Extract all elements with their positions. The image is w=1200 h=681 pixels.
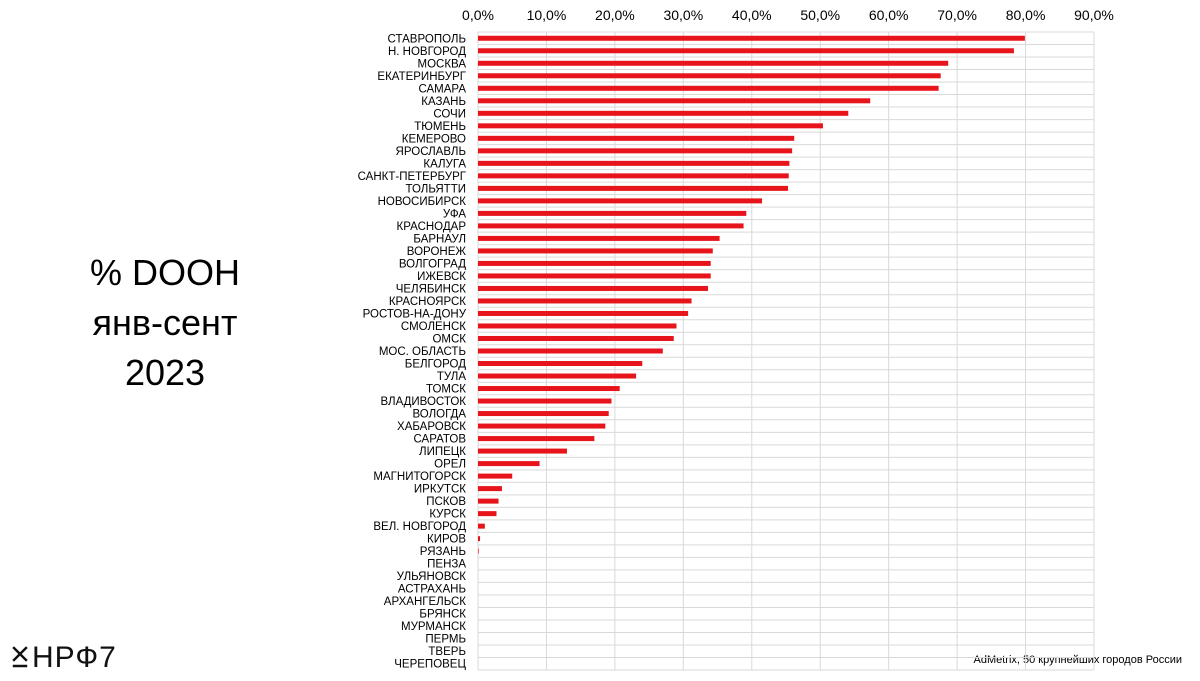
category-label: МОСКВА (417, 58, 466, 71)
tick-label-layer (462, 7, 1114, 23)
side-title-line2: янв-сент (92, 302, 238, 343)
side-title-line1: % DOOH (89, 252, 240, 293)
category-label: ЧЕЛЯБИНСК (395, 283, 466, 296)
bar (478, 323, 676, 328)
bar (478, 336, 674, 341)
category-label: ВЛАДИВОСТОК (380, 396, 466, 409)
x-tick-label: 50,0% (800, 7, 841, 23)
bar (478, 349, 663, 354)
bar (478, 86, 939, 91)
bar (478, 211, 746, 216)
category-label: ОРЕЛ (434, 458, 466, 471)
x-tick-label: 60,0% (868, 7, 909, 23)
bar (478, 549, 479, 554)
bar (478, 273, 711, 278)
category-label: БАРНАУЛ (413, 233, 466, 246)
bar (478, 286, 708, 291)
x-tick-label: 30,0% (663, 7, 704, 23)
category-label: КРАСНОДАР (396, 220, 466, 233)
bar (478, 461, 540, 466)
category-label: БРЯНСК (419, 608, 466, 621)
category-label: УЛЬЯНОВСК (396, 571, 466, 584)
category-label: ЯРОСЛАВЛЬ (395, 145, 466, 158)
category-label: ЧЕРЕПОВЕЦ (394, 658, 466, 671)
category-label: ВОРОНЕЖ (406, 245, 466, 258)
category-label: УФА (442, 208, 466, 221)
category-label: МАГНИТОГОРСК (373, 471, 466, 484)
category-label: НОВОСИБИРСК (377, 195, 466, 208)
bar (478, 111, 848, 116)
category-label: Н. НОВГОРОД (387, 45, 466, 58)
category-label: ПЕРМЬ (425, 633, 466, 646)
category-label: КАЛУГА (423, 158, 466, 171)
bar (478, 524, 485, 529)
bar (478, 248, 713, 253)
bar (478, 186, 788, 191)
category-label: ТУЛА (436, 371, 466, 384)
bar (478, 161, 789, 166)
x-tick-label: 90,0% (1074, 7, 1114, 23)
category-label: САМАРА (418, 83, 466, 96)
category-label: ВОЛГОГРАД (398, 258, 466, 271)
category-label: КИРОВ (427, 533, 466, 546)
bar (478, 173, 789, 178)
category-label: ПЕНЗА (427, 558, 466, 571)
category-label-layer (358, 33, 467, 670)
side-title-line3: 2023 (124, 352, 206, 393)
bar (478, 499, 499, 504)
category-label: ЕКАТЕРИНБУРГ (377, 70, 466, 83)
category-label: ЛИПЕЦК (419, 446, 466, 459)
category-label: АРХАНГЕЛЬСК (383, 596, 466, 609)
bar (478, 236, 720, 241)
category-label: ТОМСК (425, 383, 466, 396)
category-label: АСТРАХАНЬ (397, 583, 466, 596)
bar (478, 386, 620, 391)
category-label: МОС. ОБЛАСТЬ (378, 346, 466, 358)
category-label: КУРСК (429, 508, 466, 521)
bar (478, 98, 870, 103)
bar (478, 223, 744, 228)
bar (478, 411, 609, 416)
x-tick-label: 70,0% (937, 7, 977, 23)
category-label: ПСКОВ (426, 496, 466, 509)
bar (478, 261, 711, 266)
bar (478, 536, 480, 541)
bar (478, 399, 611, 404)
bar (478, 73, 941, 78)
bar (478, 511, 496, 516)
category-label: ТВЕРЬ (428, 646, 466, 659)
bar (478, 486, 502, 491)
category-label: САНКТ-ПЕТЕРБУРГ (357, 170, 466, 183)
category-label: ХАБАРОВСК (397, 421, 466, 434)
bar (478, 424, 605, 429)
x-tick-label: 10,0% (526, 7, 567, 23)
bar (478, 474, 512, 479)
logo-text: НРФ7 (32, 641, 117, 674)
x-tick-label: 20,0% (595, 7, 635, 23)
category-label: ВОЛОГДА (412, 408, 466, 421)
category-label: РЯЗАНЬ (419, 546, 466, 559)
category-label: ТОЛЬЯТТИ (405, 183, 466, 196)
x-tick-label: 0,0% (462, 7, 494, 23)
bar (478, 311, 688, 316)
category-label: СОЧИ (433, 108, 466, 121)
category-label: МУРМАНСК (401, 621, 466, 634)
category-label: ИРКУТСК (413, 483, 466, 496)
bar (478, 136, 794, 141)
category-label: САРАТОВ (413, 433, 466, 446)
source-note: AdMetrix, 50 крупнейших городов России (973, 654, 1182, 666)
category-label: СМОЛЕНСК (400, 320, 466, 333)
category-label: БЕЛГОРОД (404, 358, 466, 371)
bar (478, 361, 642, 366)
x-tick-label: 40,0% (731, 7, 772, 23)
category-label: КАЗАНЬ (421, 95, 466, 108)
bar (478, 148, 792, 153)
category-label: КРАСНОЯРСК (388, 295, 466, 308)
category-label: ИЖЕВСК (417, 270, 466, 283)
bar (478, 374, 636, 379)
bar (478, 436, 594, 441)
bar (478, 61, 948, 66)
bar (478, 123, 823, 128)
bar (478, 449, 567, 454)
bar (478, 36, 1025, 41)
bar (478, 298, 692, 303)
category-label: КЕМЕРОВО (401, 133, 466, 146)
bar (478, 198, 762, 203)
category-label: ОМСК (432, 333, 466, 346)
category-label: РОСТОВ-НА-ДОНУ (362, 308, 466, 321)
bar (478, 48, 1014, 53)
category-label: СТАВРОПОЛЬ (387, 33, 466, 46)
category-label: ТЮМЕНЬ (414, 120, 466, 133)
category-label: ВЕЛ. НОВГОРОД (373, 521, 466, 534)
x-tick-label: 80,0% (1005, 7, 1046, 23)
